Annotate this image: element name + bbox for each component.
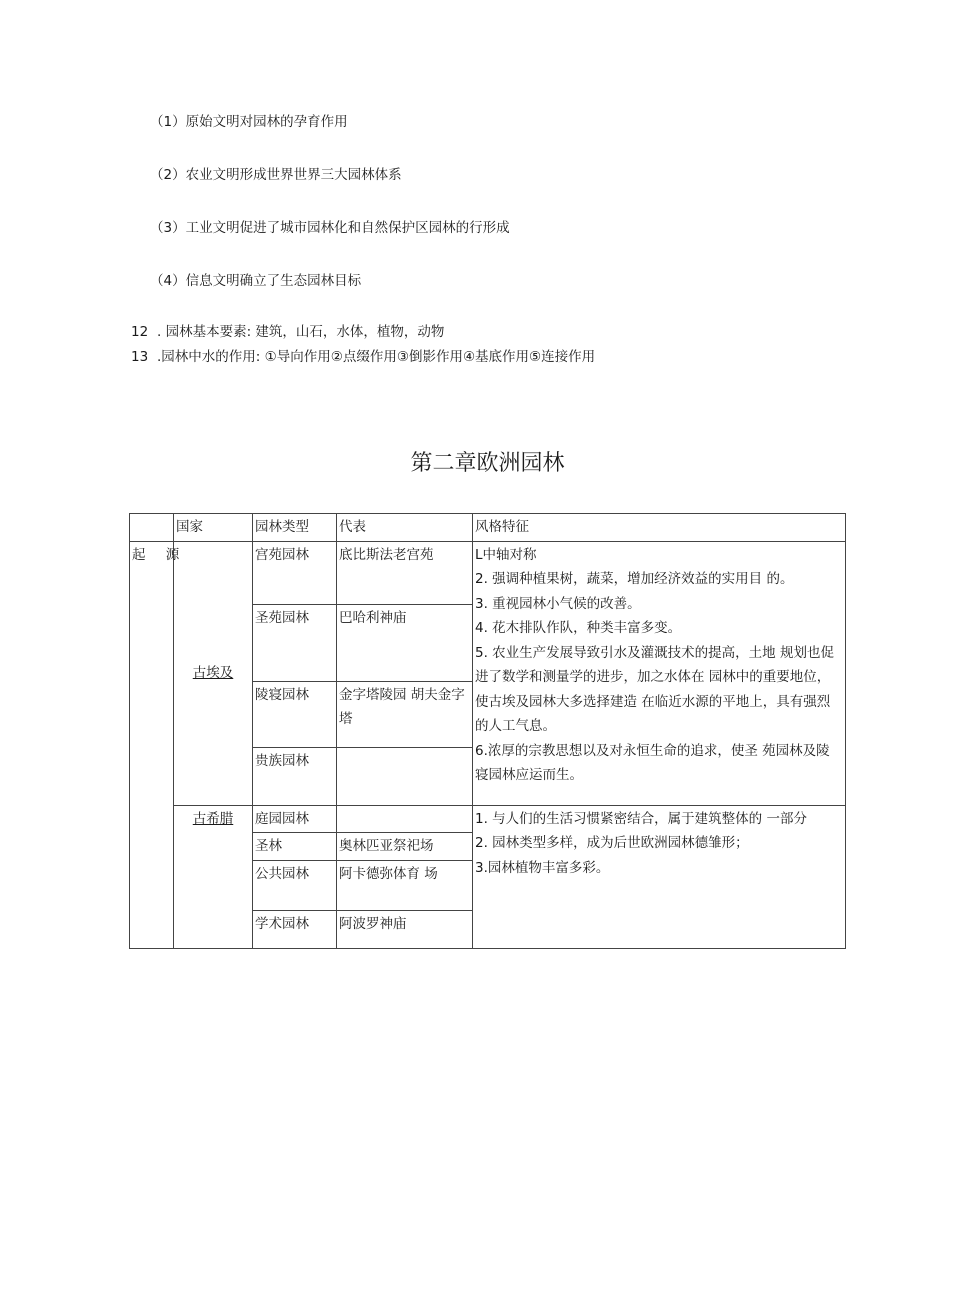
line-number: 13 bbox=[131, 349, 149, 365]
table-header-row bbox=[130, 514, 846, 542]
feature-item: 3.园林植物丰富多彩。 bbox=[475, 859, 610, 876]
country-greece: 古希腊 bbox=[192, 810, 234, 827]
representative: 阿波罗神庙 bbox=[337, 910, 473, 948]
garden-type: 圣苑园林 bbox=[253, 604, 337, 681]
garden-type: 庭园园林 bbox=[253, 805, 337, 833]
intro-item: （1）原始文明对园林的孕育作用 bbox=[150, 114, 348, 130]
feature-item: 3. 重视园林小气候的改善。 bbox=[475, 595, 641, 612]
garden-type: 学术园林 bbox=[253, 910, 337, 948]
country-egypt: 古埃及 bbox=[192, 664, 234, 681]
feature-item: 4. 花木排队作队，种类丰富多变。 bbox=[475, 620, 682, 636]
garden-type: 圣林 bbox=[253, 833, 337, 861]
intro-item: （2）农业文明形成世界世界三大园林体系 bbox=[150, 167, 402, 183]
origin-cell bbox=[130, 541, 188, 948]
feature-item: 6.浓厚的宗教思想以及对永恒生命的追求，使圣 苑园林及陵寝园林应运而生。 bbox=[475, 742, 830, 783]
feature-item: L中轴对称 bbox=[475, 546, 537, 563]
line-text: .园林中水的作用: ①导向作用②点缀作用③倒影作用④基底作用⑤连接作用 bbox=[157, 349, 596, 365]
chapter-title: 第二章欧洲园林 bbox=[410, 451, 565, 476]
intro-item: （4）信息文明确立了生态园林目标 bbox=[150, 273, 362, 289]
numbered-line bbox=[131, 345, 595, 365]
representative: 阿卡德弥体育 场 bbox=[337, 860, 473, 910]
country-cell bbox=[174, 805, 253, 948]
garden-type: 贵族园林 bbox=[253, 747, 337, 805]
representative: 底比斯法老宫苑 bbox=[337, 541, 473, 604]
representative: 金字塔陵园 胡夫金字塔 bbox=[337, 681, 473, 747]
feature-item: 1. 与人们的生活习惯紧密结合，属于建筑整体的 一部分 bbox=[475, 810, 807, 827]
garden-table bbox=[129, 513, 846, 949]
line-text: . 园林基本要素: 建筑，山石，水体，植物，动物 bbox=[157, 324, 445, 340]
feature-item: 5. 农业生产发展导致引水及灌溉技术的提高，土地 规划也促进了数学和测量学的进步，加之水体在 园林中的重要地位，使古埃及园林大多选择建造 在临近水源的平地上，具有强烈的人工气息。 bbox=[475, 644, 834, 734]
feature-item: 2. 园林类型多样，成为后世欧洲园林德雏形； bbox=[475, 835, 749, 851]
table-row bbox=[130, 541, 846, 604]
table-row bbox=[130, 805, 846, 833]
features-cell bbox=[473, 805, 846, 948]
header-cell: 园林类型 bbox=[253, 514, 337, 542]
representative bbox=[337, 747, 473, 805]
numbered-line bbox=[131, 320, 444, 340]
header-cell: 国家 bbox=[174, 514, 253, 542]
intro-item: （3）工业文明促进了城市园林化和自然保护区园林的行形成 bbox=[150, 220, 510, 236]
origin-label: 起 源 bbox=[132, 546, 188, 563]
representative: 奥林匹亚祭祀场 bbox=[337, 833, 473, 861]
representative: 巴哈利神庙 bbox=[337, 604, 473, 681]
country-cell bbox=[174, 541, 253, 805]
garden-type: 公共园林 bbox=[253, 860, 337, 910]
garden-type: 宫苑园林 bbox=[253, 541, 337, 604]
representative bbox=[337, 805, 473, 833]
features-cell bbox=[473, 541, 846, 805]
header-cell: 风格特征 bbox=[473, 514, 846, 542]
garden-type: 陵寝园林 bbox=[253, 681, 337, 747]
line-number: 12 bbox=[131, 324, 149, 340]
feature-item: 2. 强调种植果树，蔬菜，增加经济效益的实用目 的。 bbox=[475, 571, 794, 587]
header-cell: 代表 bbox=[337, 514, 473, 542]
header-cell bbox=[130, 514, 174, 542]
